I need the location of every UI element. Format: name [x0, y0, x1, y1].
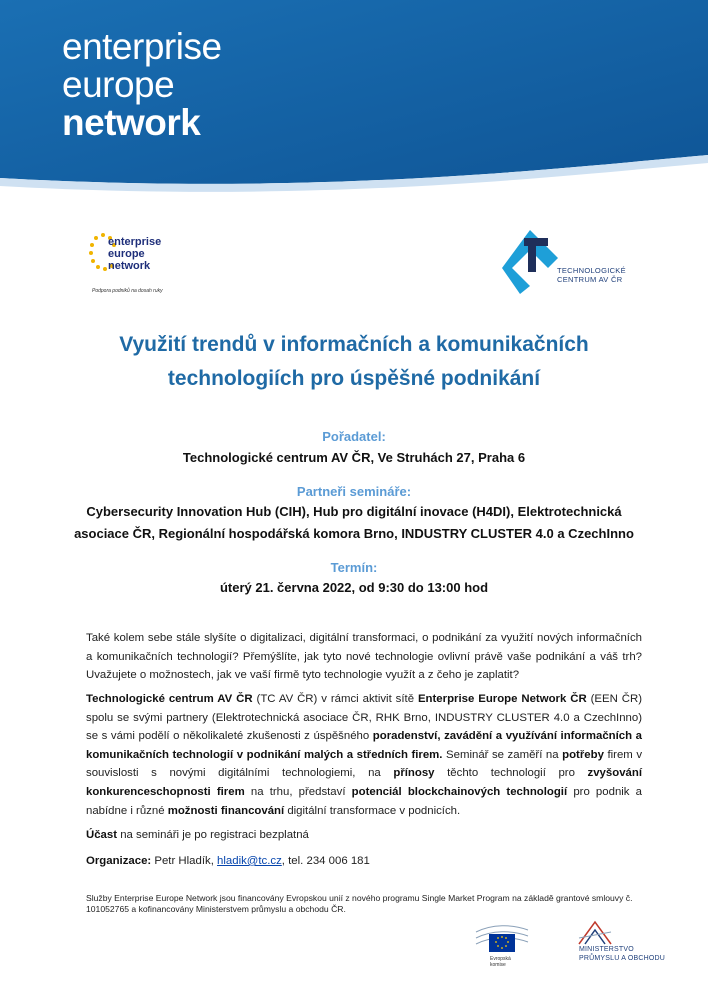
- ministry-logo-text: [579, 946, 665, 963]
- desc-part-8: firem v souvislosti s novými digitálními technologiemi, na: [86, 748, 643, 780]
- tc-logo-text: [557, 266, 626, 284]
- header-banner: [0, 0, 708, 200]
- partners-line-1: Cybersecurity Innovation Hub (CIH), Hub pro digitální inovace (H4DI), Elektrotechnická: [86, 504, 622, 519]
- contact-phone: , tel. 234 006 181: [281, 855, 370, 867]
- desc-part-10: těchto technologií pro: [434, 767, 588, 780]
- tc-logo: [500, 228, 650, 294]
- desc-part-4: (EEN ČR) spolu se svými partnery (Elektrotechnická asociace ČR, RHK Brno, INDUSTRY CLUSTER 4.0 a CzechInno) se s vámi podělí o několikaleté zkušenosti z úspěšného: [86, 693, 642, 743]
- een-logo: [88, 228, 178, 300]
- desc-part-6: Seminář se zaměří na: [442, 748, 563, 761]
- partners-line-2: asociace ČR, Regionální hospodářská komora Brno, INDUSTRY CLUSTER 4.0 a CzechInno: [74, 526, 634, 541]
- organizer-label: Pořadatel:: [322, 429, 386, 444]
- een-logo-tagline: Podpora podniků na dosah ruky: [92, 288, 163, 294]
- desc-part-9: přínosy: [393, 767, 435, 780]
- organizer-value: Technologické centrum AV ČR, Ve Struhách 27, Praha 6: [182, 450, 526, 465]
- desc-part-11: zvyšování konkurenceschopnosti firem: [86, 767, 642, 798]
- ministry-logo: [575, 918, 675, 970]
- participation-line: [86, 826, 642, 845]
- desc-part-12: na trhu, představí: [244, 785, 352, 798]
- eu-logo-line-2: komise: [490, 962, 506, 968]
- tc-logo-line-2: CENTRUM AV ČR: [557, 275, 623, 284]
- een-logo-line-1: enterprise: [108, 236, 162, 248]
- partners-value: [0, 501, 708, 545]
- desc-part-15: možnosti financování: [167, 804, 285, 817]
- participation-rest: na semináři je po registraci bezplatná: [117, 829, 309, 841]
- een-logo-line-3: network: [108, 260, 151, 272]
- desc-part-5: poradenství, zavádění a využívání informačních a komunikačních technologií v podnikání malých a středních firem.: [86, 730, 642, 761]
- description-paragraph: [86, 690, 642, 820]
- funding-footnote: Služby Enterprise Europe Network jsou financovány Evropskou unií z nového programu Single Market Program na základě grantové smlouvy č. 101052765 a kofinancovány Ministerstvem průmyslu a obchodu ČR.: [86, 893, 633, 914]
- page-title: [0, 328, 708, 396]
- brand-line-1: enterprise: [62, 26, 222, 67]
- european-commission-icon: [472, 918, 552, 980]
- brand-wordmark: [62, 28, 222, 142]
- term-value: úterý 21. června 2022, od 9:30 do 13:00 hod: [219, 580, 489, 595]
- brand-line-3: network: [62, 102, 201, 143]
- contact-name: Petr Hladík,: [151, 855, 218, 867]
- een-logo-line-2: europe: [108, 248, 145, 260]
- desc-part-3: Enterprise Europe Network ČR: [417, 693, 587, 705]
- title-line-1: Využití trendů v informačních a komunikačních: [119, 333, 589, 356]
- partners-label: Partneři semináře:: [296, 484, 412, 499]
- tc-logo-mark-icon: [500, 228, 560, 294]
- contact-label: Organizace:: [86, 855, 152, 867]
- contact-email-link[interactable]: hladik@tc.cz: [217, 855, 282, 867]
- brand-line-2: europe: [62, 64, 175, 105]
- tc-logo-line-1: TECHNOLOGICKÉ: [557, 266, 626, 275]
- desc-part-2: (TC AV ČR) v rámci aktivit sítě: [252, 693, 418, 705]
- participation-bold: Účast: [86, 829, 118, 841]
- term-label: Termín:: [330, 560, 378, 575]
- ministry-line-1: MINISTERSTVO: [579, 946, 634, 953]
- eu-logo-line-1: Evropská: [490, 956, 511, 962]
- een-logo-text: [108, 236, 161, 272]
- intro-paragraph: Také kolem sebe stále slyšíte o digitalizaci, digitální transformaci, o podnikání za využití nových informačních a komunikačních technologií? Přemýšlíte, jak tyto nové technologie ovlivní právě vaše podnikání a váš trh? Uvažujete o možnostech, jak ve vaší firmě tyto technologie využít a z čeho je zaplatit?: [86, 632, 642, 682]
- desc-part-16: digitální transformace v podnicích.: [284, 804, 461, 817]
- desc-part-14: pro podnik a nabídne i různé: [86, 785, 642, 817]
- ministry-line-2: PRŮMYSLU A OBCHODU: [579, 954, 666, 962]
- contact-line: [86, 852, 642, 871]
- ministry-mark-icon: [575, 918, 615, 946]
- desc-part-1: Technologické centrum AV ČR: [86, 693, 253, 705]
- european-commission-logo: [472, 918, 552, 980]
- title-line-2: technologiích pro úspěšné podnikání: [167, 367, 541, 390]
- desc-part-13: potenciál blockchainových technologií: [351, 785, 568, 798]
- desc-part-7: potřeby: [562, 748, 604, 761]
